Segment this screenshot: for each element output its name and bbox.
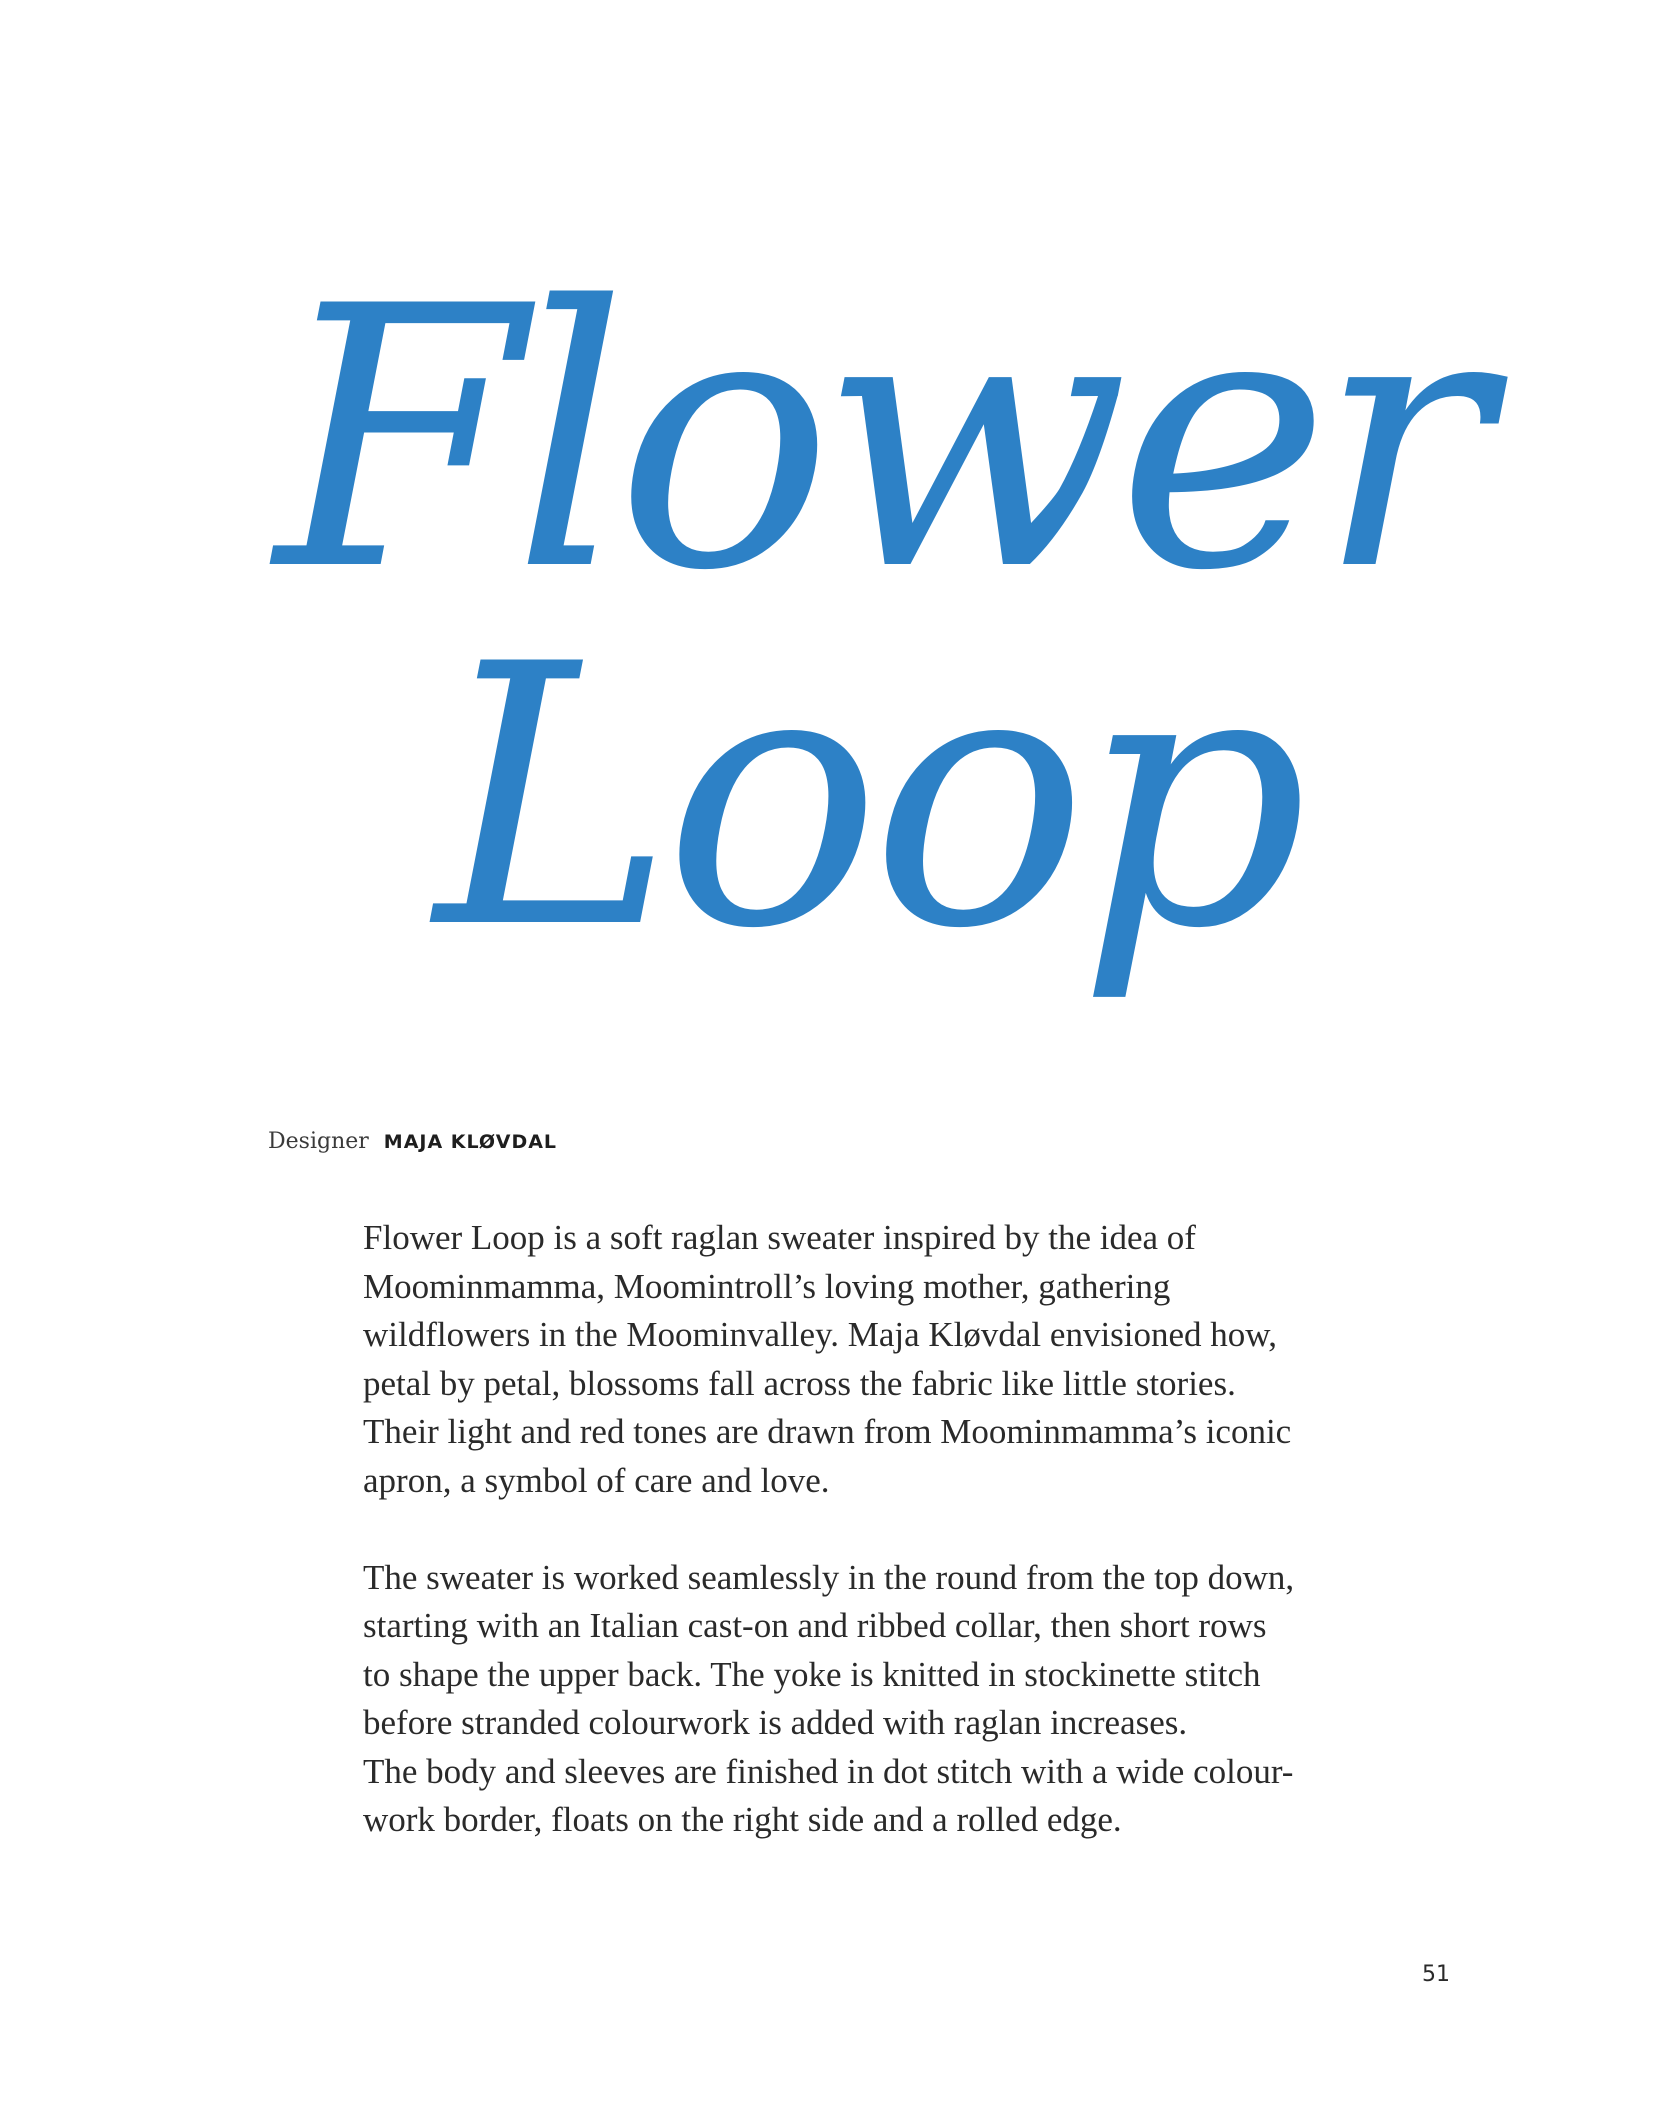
article-body: [363, 1214, 1363, 1845]
body-line: The body and sleeves are finished in dot stitch with a wide colour-: [363, 1751, 1294, 1791]
body-line: before stranded colourwork is added with raglan increases.: [363, 1703, 1188, 1742]
body-line: Flower Loop is a soft raglan sweater inspired by the idea of: [363, 1218, 1196, 1257]
title-line-flower: Flower: [275, 230, 1478, 649]
title-line-loop: Loop: [435, 588, 1298, 1007]
body-line: work border, floats on the right side and a rolled edge.: [363, 1800, 1122, 1839]
designer-label: Designer: [268, 1129, 369, 1154]
designer-name: MAJA KLØVDAL: [383, 1131, 558, 1153]
body-line: wildflowers in the Moominvalley. Maja Kløvdal envisioned how,: [363, 1315, 1278, 1354]
designer-credit: [268, 1131, 557, 1153]
body-line: to shape the upper back. The yoke is knitted in stockinette stitch: [363, 1654, 1261, 1694]
body-line: The sweater is worked seamlessly in the round from the top down,: [363, 1557, 1295, 1597]
body-line: petal by petal, blossoms fall across the fabric like little stories.: [363, 1363, 1236, 1403]
page-number: 51: [1422, 1962, 1450, 1987]
body-line: Moominmamma, Moomintroll’s loving mother, gathering: [363, 1266, 1171, 1306]
body-line: apron, a symbol of care and love.: [363, 1460, 830, 1500]
paragraph-intro: [363, 1214, 1363, 1505]
body-line: starting with an Italian cast-on and ribbed collar, then short rows: [363, 1606, 1267, 1645]
paragraph-construction: [363, 1554, 1363, 1845]
body-line: Their light and red tones are drawn from Moominmamma’s iconic: [363, 1412, 1292, 1451]
